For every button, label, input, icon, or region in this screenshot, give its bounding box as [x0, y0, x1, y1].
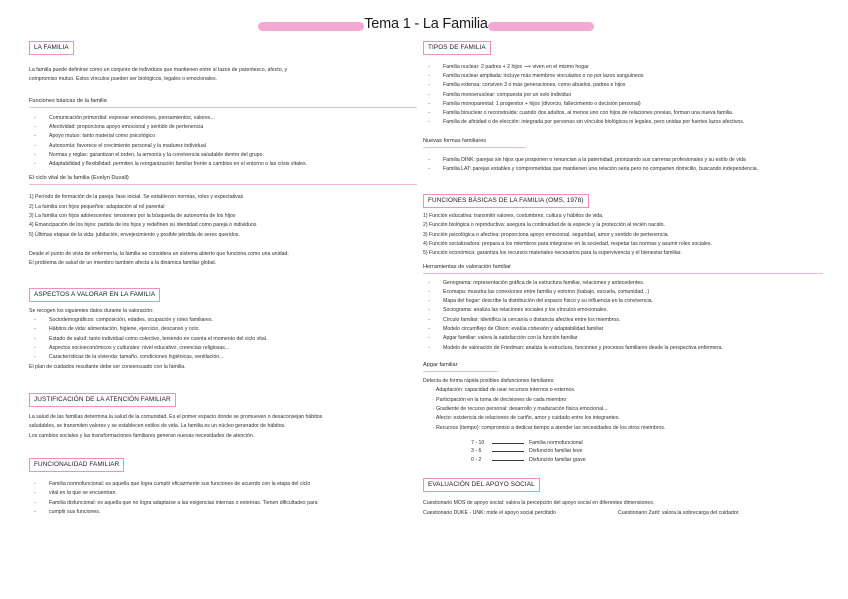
section-oms: [423, 189, 823, 464]
section-heading-aspectos: ASPECTOS A VALORAR EN LA FAMILIA: [29, 288, 160, 302]
list-item: - Adaptabilidad y flexibilidad: permiten la reorganización familiar frente a cambios en el entorno o las crisis vitales.: [29, 160, 417, 169]
scale-row: [471, 439, 823, 448]
text-line: La salud de las familias determina la salud de la comunidad. Es el primer espacio donde se promueven o desaconsejan hábitos: [29, 413, 323, 420]
aspectos-intro: Se recogen los siguientes datos durante la valoración:: [29, 307, 154, 314]
list-item: 2) La familia con hijos pequeños: adaptación al rol parental: [29, 203, 165, 210]
apgar-list: [423, 386, 823, 432]
list-item: - Familia LAT: parejas estables y comprometidas que mantienen una relación seria pero no comparten domicilio, buscando independencia.: [423, 165, 823, 174]
scale-range: 3 - 6: [471, 448, 482, 455]
list-item: · Afecto: existencia de relaciones de cariño, amor y cuidado entre los integrantes.: [433, 415, 620, 422]
list-item: - Apgar familiar: valora la satisfacción con la función familiar: [423, 334, 823, 343]
list-item: · Gradiente de recurso personal: desarrollo y maduración física emocional...: [433, 405, 608, 412]
list-item: - Familia DINK: parejas sin hijos que posponen o renuncian a la paternidad, priorizando sus carreras profesionales y su estilo de vida: [423, 156, 823, 165]
section-tipos: [423, 36, 823, 174]
section-heading-oms: FUNCIONES BÁSICAS DE LA FAMILIA (OMS, 1978): [423, 194, 589, 208]
list-item: - Modelo de valoración de Friedman: analiza la estructura, funciones y procesos familiares desde la perspectiva enfermera.: [423, 344, 823, 353]
subheading-nuevas-formas: Nuevas formas familiares: [423, 138, 526, 148]
list-item: - Aspectos socioeconómicos y culturales: nivel educativo, creencias religiosas...: [29, 344, 417, 353]
list-item: 4) Función socializadora: prepara a los miembros para integrarse en la sociedad, respetar las normas y asumir roles sociales.: [423, 240, 712, 247]
page-title-area: [0, 16, 848, 36]
aspectos-list: [29, 316, 417, 362]
text-line: saludables, se transmiten valores y se establecen estilos de vida. La familia es un núcleo generador de hábitos.: [29, 423, 286, 430]
list-item: 4) Emancipación de los hijos: partida de los hijos y redefinen su identidad como pareja o individuos: [29, 222, 257, 229]
list-item: - Familia nuclear: 2 padres + 2 hijos ⟶ viven en el mismo hogar: [423, 63, 823, 72]
ciclo-vital-list: [29, 193, 417, 239]
list-item: - Genograma: representación gráfica de la estructura familiar, relaciones y antecedentes.: [423, 279, 823, 288]
list-item: 2) Función biológica o reproductiva: asegura la continuidad de la especie y la protección al recién nacido.: [423, 222, 665, 229]
funcionalidad-list: [29, 480, 417, 517]
list-item: 3) Función psicológica o afectiva: proporciona apoyo emocional, seguridad, amor y sentido de pertenencia.: [423, 231, 669, 238]
section-la-familia: [29, 36, 417, 269]
scale-range: 0 - 2: [471, 456, 482, 463]
list-item: - Mapa del hogar: describe la distribución del espacio físico y su influencia en la convivencia.: [423, 297, 823, 306]
scale-label: Disfunción familiar grave: [529, 456, 586, 463]
scale-line: [492, 460, 524, 461]
herramientas-list: [423, 279, 823, 353]
section-funcionalidad: [29, 453, 417, 517]
list-item: - Familia normofuncional: es aquella que logra cumplir eficazmente sus funciones de acuerdo con la etapa del ciclo: [29, 480, 417, 489]
text-line: vital en la que se encuentran.: [49, 490, 117, 497]
list-item: - Familia extensa: conviven 3 o más generaciones, como abuelos, padres e hijos: [423, 81, 823, 90]
list-item: - Familia nuclear ampliada: incluye más miembros vinculados o no por lazos sanguíneos: [423, 72, 823, 81]
section-heading-apoyo-social: EVALUACIÓN DEL APOYO SOCIAL: [423, 478, 540, 492]
nuevas-formas-list: [423, 156, 823, 175]
list-item: - Autonomía: favorece el crecimiento personal y la madurez individual: [29, 142, 417, 151]
list-item: - Comunicación primordial: expresar emociones, pensamientos, valores...: [29, 114, 417, 123]
section-justificacion: [29, 388, 417, 441]
apgar-scale: [471, 439, 823, 465]
list-item: - Familia disfuncional: es aquella que no logra adaptarse a las exigencias internas o externas. Tienen dificultades para: [29, 499, 417, 508]
scale-label: Disfunción familiar leve: [529, 448, 583, 455]
apgar-intro: Detecta de forma rápida posibles disfunciones familiares:: [423, 377, 555, 384]
subheading-apgar: Apgar familiar: [423, 362, 498, 372]
subheading-funciones: Funciones básicas de la familia: [29, 98, 417, 108]
list-item: - Ecomapa: muestra las conexiones entre familia y entorno (trabajo, escuela, comunidad...): [423, 288, 823, 297]
apoyo-line-2: [423, 509, 823, 519]
text-line: compromiso mutuo. Estos vínculos pueden ser biológicos, legales o emocionales.: [29, 76, 218, 83]
subheading-herramientas: Herramientas de valoración familiar: [423, 264, 823, 274]
familia-intro: [29, 66, 417, 85]
section-heading-funcionalidad: FUNCIONALIDAD FAMILIAR: [29, 458, 124, 472]
list-item: - Familia de afinidad o de elección: integrada por personas sin vínculos biológicos ni legales, pero unidas por fuertes lazos afectivos.: [423, 118, 823, 127]
page-title: Tema 1 - La Familia: [364, 16, 488, 32]
list-item: - Afectividad: proporciona apoyo emocional y sentido de pertenencia: [29, 123, 417, 132]
scale-range: 7 - 10: [471, 439, 485, 446]
list-item: 3) La familia con hijos adolescentes: tensiones por la búsqueda de autonomía de los hijos: [29, 213, 236, 220]
section-heading-tipos: TIPOS DE FAMILIA: [423, 41, 491, 55]
list-item: - Sociodemográficos: composición, edades, ocupación y roles familiares.: [29, 316, 417, 325]
list-item-continued: [29, 508, 417, 517]
list-item: · Recursos (tiempo): compromiso a dedicar tiempo a atender las necesidades de los otros miembros.: [433, 424, 666, 431]
left-column: [29, 36, 417, 517]
list-item: · Adaptación: capacidad de usar recursos internos o externos.: [433, 387, 576, 394]
scale-row: [471, 447, 823, 456]
text-line: La familia puede definirse como un conjunto de individuos que mantienen entre sí lazos de parentesco, afecto, y: [29, 66, 288, 73]
list-item: - Familia monoenuclear: compuesta por un solo individuo: [423, 91, 823, 100]
list-item: 5) Últimas etapas de la vida: jubilación, envejecimiento y posible pérdida de seres queridos.: [29, 231, 240, 238]
list-item: - Círculo familiar: identifica la cercanía o distancia afectiva entre los miembros.: [423, 316, 823, 325]
list-item: 1) Período de formación de la pareja: fase inicial. Se establecen normas, roles y expectativas: [29, 194, 244, 201]
list-item: - Familia monoparental: 1 progenitor + hijos (divorcio, fallecimiento o decisión personal): [423, 100, 823, 109]
list-item: - Sociograma: analiza las relaciones sociales y los vínculos emocionales.: [423, 306, 823, 315]
text-line: El problema de salud de un miembro también afecta a la dinámica familiar global.: [29, 260, 217, 267]
scale-line: [492, 451, 524, 452]
section-aspectos: [29, 283, 417, 372]
title-highlight-left: [258, 22, 364, 31]
right-column: [423, 36, 823, 518]
apoyo-duke: Cuestionario DUKE - UNK: mide el apoyo social percibido: [423, 509, 556, 516]
section-apoyo-social: [423, 473, 823, 518]
scale-line: [492, 443, 524, 444]
section-heading-la-familia: LA FAMILIA: [29, 41, 74, 55]
familia-outro: [29, 250, 417, 269]
scale-label: Familia normofuncional: [529, 439, 583, 446]
apoyo-zarit: Cuestionario Zarit: valora la sobrecarga del cuidador.: [618, 509, 740, 516]
list-item-continued: [29, 489, 417, 498]
section-heading-justificacion: JUSTIFICACIÓN DE LA ATENCIÓN FAMILIAR: [29, 393, 176, 407]
justificacion-text: [29, 413, 417, 442]
list-item: - Modelo circumflejo de Olson: evalúa cohesión y adaptabilidad familiar: [423, 325, 823, 334]
list-item: - Apoyo mutuo: tanto material como psicológico: [29, 132, 417, 141]
list-item: - Normas y reglas: garantizan el orden, la armonía y la convivencia saludable dentro del grupo.: [29, 151, 417, 160]
list-item: 5) Función económica: garantiza los recursos materiales necesarios para la supervivencia y el bienestar familiar.: [423, 250, 682, 257]
list-item: - Familia binuclear o reconstruida: cuando dos adultos, al menos uno con hijos de relaciones previas, forman una nueva familia.: [423, 109, 823, 118]
text-line: Desde el punto de vista de enfermería, la familia se considera un sistema abierto que funciona como una unidad.: [29, 250, 289, 257]
tipos-list: [423, 63, 823, 128]
list-item: 1) Función educativa: transmitir valores, costumbres, cultura y hábitos de vida.: [423, 213, 604, 220]
list-item: - Estado de salud: tanto individual como colectivo, teniendo en cuenta el momento del ciclo vital.: [29, 335, 417, 344]
title-highlight-right: [488, 22, 594, 31]
apoyo-line-1: Cuestionario MOS de apoyo social: valora la percepción del apoyo social en diferentes dimensiones.: [423, 500, 655, 507]
funciones-list: [29, 114, 417, 170]
aspectos-outro: El plan de cuidados resultante debe ser consensuado con la familia.: [29, 363, 186, 370]
text-line: Los cambios sociales y las transformaciones familiares generan nuevas necesidades de atención.: [29, 432, 255, 439]
list-item: - Características de la vivienda: tamaño, condiciones higiénicas, ventilación...: [29, 353, 417, 362]
subheading-ciclo-vital: El ciclo vital de la familia (Evelyn Duvall): [29, 175, 417, 185]
oms-list: [423, 212, 823, 258]
scale-row: [471, 456, 823, 465]
text-line: cumplir sus funciones.: [49, 508, 101, 515]
list-item: - Hábitos de vida: alimentación, higiene, ejercicio, descanso y ocio.: [29, 325, 417, 334]
list-item: · Participación en la toma de decisiones de cada miembro: [433, 396, 567, 403]
